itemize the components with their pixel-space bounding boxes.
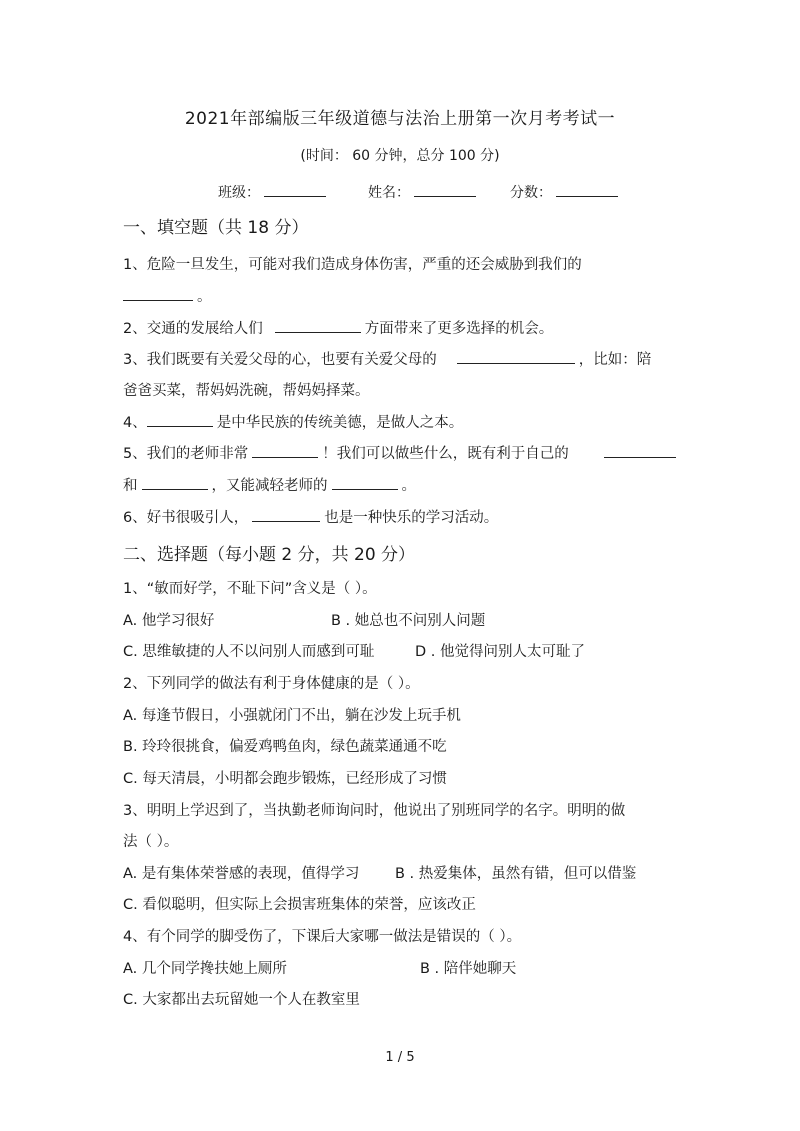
choice-q4: 4、有个同学的脚受伤了，下课后大家哪一做法是错误的（ ）。 — [123, 929, 522, 945]
fill-q5-blank-2-wrap — [604, 442, 676, 462]
fill-q3-blank — [457, 348, 575, 364]
fill-q3-end: ，比如：陪 — [578, 352, 652, 368]
fill-q5-and: 和 — [123, 478, 138, 494]
fill-q6 — [123, 506, 498, 527]
choice-q1: 1、“敏而好学，不耻下问”含义是（ ）。 — [123, 581, 377, 597]
choice-q1-option-c: C. 思维敏捷的人不以问别人而感到可耻 — [123, 644, 375, 660]
fill-q5-end: 。 — [401, 478, 416, 494]
fill-q1-cont — [123, 285, 212, 306]
score-label: 分数： — [510, 185, 552, 201]
fill-q1-blank — [123, 285, 193, 301]
fill-q5-text: 5、我们的老师非常 — [123, 446, 249, 462]
choice-q4-option-a: A. 几个同学搀扶她上厕所 — [123, 961, 287, 977]
score-field — [510, 181, 622, 202]
name-label: 姓名： — [368, 185, 410, 201]
fill-q6-blank — [252, 506, 320, 522]
fill-q2-text: 2、交通的发展给人们 — [123, 321, 263, 337]
exam-time-info: (时间： 60 分钟，总分 100 分) — [300, 148, 500, 164]
name-field — [368, 181, 480, 202]
fill-q5-text2: ，又能减轻老师的 — [211, 478, 328, 494]
fill-q1-text: 1、危险一旦发生，可能对我们造成身体伤害，严重的还会威胁到我们的 — [123, 257, 582, 273]
fill-q6-text: 6、好书很吸引人， — [123, 510, 249, 526]
fill-q5-blank-3 — [142, 474, 208, 490]
fill-q3-cont: 爸爸买菜，帮妈妈洗碗，帮妈妈择菜。 — [123, 383, 370, 399]
choice-q3-line2: 法（ ）。 — [123, 834, 179, 850]
fill-q3 — [123, 348, 651, 369]
class-field — [218, 181, 330, 202]
choice-q2-option-c: C. 每天清晨，小明都会跑步锻炼，已经形成了习惯 — [123, 771, 447, 787]
choice-q2-option-a: A. 每逢节假日，小强就闭门不出，躺在沙发上玩手机 — [123, 708, 461, 724]
fill-q5 — [123, 442, 569, 463]
fill-q5-mid: ！我们可以做些什么，既有利于自己的 — [322, 446, 569, 462]
fill-q4-text: 是中华民族的传统美德，是做人之本。 — [216, 415, 464, 431]
choice-q2-option-b: B. 玲玲很挑食，偏爱鸡鸭鱼肉，绿色蔬菜通通不吃 — [123, 739, 447, 755]
fill-q1-end: 。 — [197, 289, 212, 305]
choice-q1-option-b: B . 她总也不问别人问题 — [331, 613, 486, 629]
fill-q6-end: 也是一种快乐的学习活动。 — [324, 510, 499, 526]
fill-q4-blank — [147, 411, 213, 427]
fill-q5-cont — [123, 474, 416, 495]
choice-q3-option-b: B . 热爱集体，虽然有错，但可以借鉴 — [395, 866, 637, 882]
page-number: 1 / 5 — [385, 1050, 415, 1065]
fill-q2-blank — [275, 317, 361, 333]
fill-q4-num: 4、 — [123, 415, 147, 431]
choice-q3-option-a: A. 是有集体荣誉感的表现，值得学习 — [123, 866, 360, 882]
name-blank — [414, 181, 476, 197]
choice-q2: 2、下列同学的做法有利于身体健康的是（ ）。 — [123, 676, 420, 692]
fill-q3-text: 3、我们既要有关爱父母的心，也要有关爱父母的 — [123, 352, 437, 368]
choice-q3-option-c: C. 看似聪明，但实际上会损害班集体的荣誉，应该改正 — [123, 897, 476, 913]
choice-q4-option-c: C. 大家都出去玩留她一个人在教室里 — [123, 992, 360, 1008]
fill-q4 — [123, 411, 463, 432]
section-choice-heading: 二、选择题（每小题 2 分，共 20 分） — [123, 545, 416, 565]
choice-q1-option-d: D . 他觉得问别人太可耻了 — [415, 644, 585, 660]
fill-q2-end: 方面带来了更多选择的机会。 — [364, 321, 554, 337]
exam-title: 2021年部编版三年级道德与法治上册第一次月考考试一 — [184, 109, 616, 129]
class-blank — [264, 181, 326, 197]
choice-q4-option-b: B . 陪伴她聊天 — [420, 961, 517, 977]
fill-q5-blank-2 — [604, 442, 676, 458]
fill-q5-blank-1 — [252, 442, 318, 458]
choice-q1-option-a: A. 他学习很好 — [123, 613, 215, 629]
section-fill-in-heading: 一、填空题（共 18 分） — [123, 218, 309, 238]
fill-q2 — [123, 317, 553, 338]
choice-q3-line1: 3、明明上学迟到了，当执勤老师询问时，他说出了别班同学的名字。明明的做 — [123, 803, 626, 819]
class-label: 班级： — [218, 185, 260, 201]
score-blank — [556, 181, 618, 197]
fill-q5-blank-4 — [332, 474, 398, 490]
